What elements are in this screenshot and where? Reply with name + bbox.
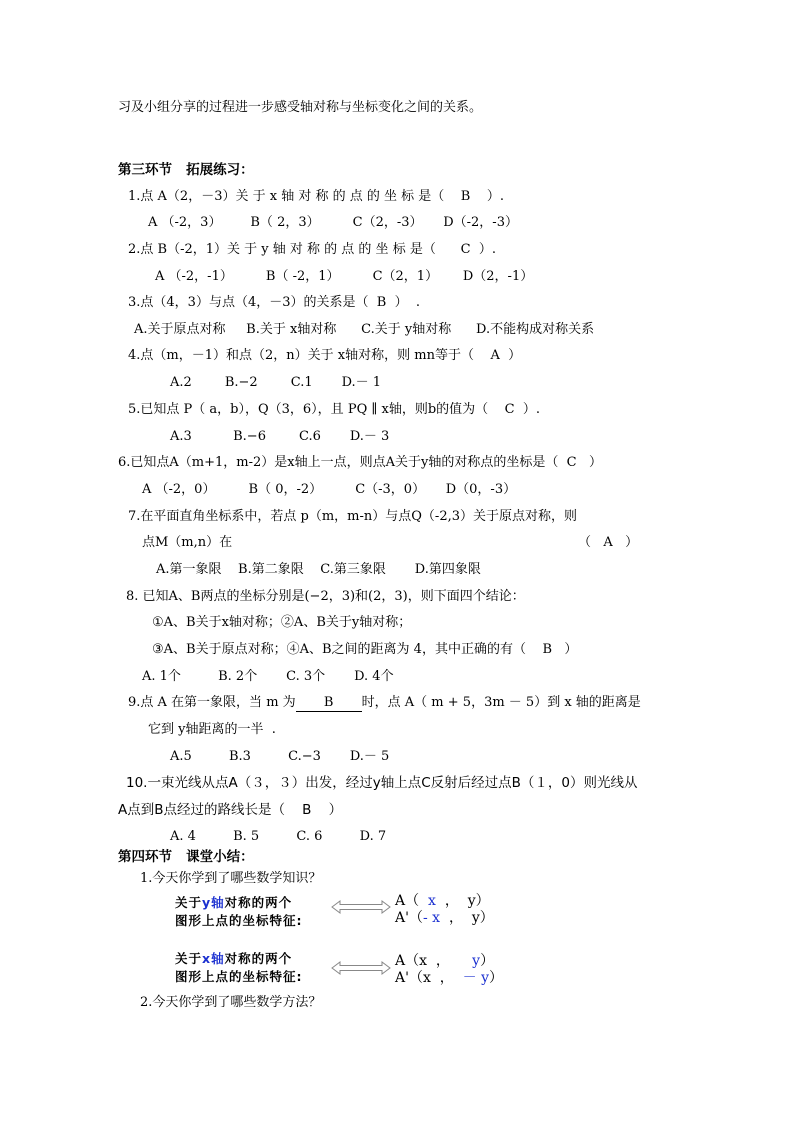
q7-stem-line2: 点M（m,n）在	[142, 535, 233, 550]
q9-answer-blank: B	[296, 695, 362, 712]
q6-options: A （-2，0） B（ 0，-2） C（-3，0） D（0，-3）	[142, 482, 517, 497]
double-arrow-icon	[330, 899, 392, 915]
summary-question-1: 1.今天你学到了哪些数学知识？	[140, 871, 322, 886]
q1-stem: 1.点 A（2，－3）关 于 x 轴 对 称 的 点 的 坐 标 是（ B ）.	[128, 189, 504, 204]
q3-options: A.关于原点对称 B.关于 x轴对称 C.关于 y轴对称 D.不能构成对称关系	[134, 322, 595, 337]
y-axis-formula-image: A'（- x ， y）	[395, 910, 494, 926]
summary-question-2: 2.今天你学到了哪些数学方法？	[140, 995, 322, 1010]
intro-text: 习及小组分享的过程进一步感受轴对称与坐标变化之间的关系。	[118, 100, 483, 115]
q10-stem-line2: A点到B点经过的路线长是（ B ）	[118, 802, 343, 818]
section3-title: 第三环节 拓展练习：	[118, 162, 254, 178]
q8-stem: 8. 已知A、B两点的坐标分别是(−2，3)和(2，3)，则下面四个结论：	[126, 589, 525, 604]
q3-stem: 3.点（4，3）与点（4，－3）的关系是（ B ） .	[128, 295, 420, 310]
q9-options: A.5 B.3 C.−3 D.－ 5	[170, 749, 390, 764]
q8-line3: ③A、B关于原点对称；④A、B之间的距离为 4，其中正确的有（ B ）	[152, 642, 578, 657]
q10-options: A. 4 B. 5 C. 6 D. 7	[170, 829, 387, 844]
q7-options: A.第一象限 B.第二象限 C.第三象限 D.第四象限	[156, 562, 481, 577]
q6-stem: 6.已知点A（m+1，m-2）是x轴上一点，则点A关于y轴的对称点的坐标是（ C ）	[118, 455, 602, 470]
x-axis-formula-original: A（x ， y）	[395, 953, 495, 969]
q9-stem-b: 时，点 A（ m + 5，3m － 5）到 x 轴的距离是	[361, 695, 641, 710]
q4-options: A.2 B.−2 C.1 D.－ 1	[170, 375, 382, 390]
q7-stem-line1: 7.在平面直角坐标系中，若点 p（m，m-n）与点Q（-2,3）关于原点对称，则	[128, 509, 578, 524]
q2-options: A （-2，-1） B（ -2，1） C（2，1） D（2，-1）	[155, 269, 534, 284]
y-axis-formula-original: A（ x ， y）	[395, 893, 490, 909]
q8-line2: ①A、B关于x轴对称；②A、B关于y轴对称；	[152, 615, 412, 630]
x-axis-formula-image: A'（x ， － y）	[395, 970, 504, 986]
double-arrow-icon	[330, 960, 392, 976]
q7-answer: （ A ）	[578, 535, 639, 550]
q4-stem: 4.点（m，－1）和点（2，n）关于 x轴对称，则 mn等于（ A ）	[128, 348, 522, 363]
q5-options: A.3 B.−6 C.6 D.－ 3	[170, 429, 390, 444]
q1-options: A （-2，3） B（ 2，3） C（2，-3） D（-2，-3）	[148, 215, 518, 230]
x-axis-symmetry-label-line1: 关于x轴对称的两个	[175, 951, 293, 966]
y-axis-symmetry-label-line1: 关于y轴对称的两个	[175, 895, 293, 910]
q8-options: A. 1个 B. 2个 C. 3个 D. 4个	[142, 669, 394, 684]
q9-stem-line2: 它到 y轴距离的一半 .	[148, 722, 276, 737]
section4-title: 第四环节 课堂小结：	[118, 849, 254, 865]
q2-stem: 2.点 B（-2，1）关 于 y 轴 对 称 的 点 的 坐 标 是（ C ）.	[128, 242, 496, 257]
q5-stem: 5.已知点 P（ a，b），Q（3，6），且 PQ ∥ x轴，则b的值为（ C ）.	[128, 402, 541, 417]
q10-stem-line1: 10.一束光线从点A（３，３）出发，经过y轴上点C反射后经过点B（１，0）则光线从	[126, 775, 638, 791]
q9-stem-a: 9.点 A 在第一象限，当 m 为	[128, 695, 296, 710]
x-axis-symmetry-label-line2: 图形上点的坐标特征:	[175, 969, 303, 984]
y-axis-symmetry-label-line2: 图形上点的坐标特征:	[175, 913, 303, 928]
q9-stem	[128, 695, 641, 712]
